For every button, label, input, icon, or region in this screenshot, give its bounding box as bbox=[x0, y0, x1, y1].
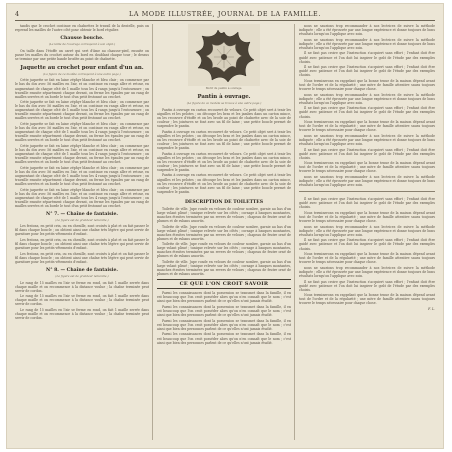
embroidery-motif-icon bbox=[188, 24, 260, 86]
column-divider bbox=[294, 24, 295, 440]
page-header bbox=[15, 8, 435, 20]
paragraph: nous ne saurions trop recommander à nos lectrices de suivre la méthode indiquée ; elle a été éprouvée par une longue expérience et donne toujours de bons résultats lorsqu'on l'applique avec soin. bbox=[299, 92, 435, 105]
paragraph: Il ne faut pas croire que l'instruction s'acquiert sans effort ; l'enfant doit être guidé avec patience et l'on doit lui inspirer le goût de l'étude par des exemples choisis. bbox=[299, 279, 435, 292]
section-rule bbox=[299, 191, 435, 194]
section-subtitle: (La figure est de grandeur naturelle.) bbox=[55, 274, 109, 278]
paragraph: Les festons, en petit crin, ou en chenille, sont croisés à plat et on fait passer le fil dans chaque boucle ; on obtient ainsi une chaîne très légère qui peut servir de garniture pour les petits vêtements d'enfant. bbox=[15, 251, 149, 264]
section-heading: Pantin à ouvrage. bbox=[197, 94, 251, 101]
paragraph: Toilette de ville. Jupe ronde en velours de couleur sombre, garnie au bas d'un large volant plissé ; tunique relevée sur les côtés ; corsage à basques montantes, manches étroites terminées par un revers de velours ; chapeau de feutre orné de plumes et de rubans assortis. bbox=[157, 242, 291, 259]
paragraph: Il ne faut pas croire que l'instruction s'acquiert sans effort ; l'enfant doit être guidé avec patience et l'on doit lui inspirer le goût de l'étude par des exemples choisis. bbox=[299, 106, 435, 119]
paragraph: nous ne saurions trop recommander à nos lectrices de suivre la méthode indiquée ; elle a été éprouvée par une longue expérience et donne toujours de bons résultats lorsqu'on l'applique avec soin. bbox=[299, 37, 435, 50]
paragraph: nous ne saurions trop recommander à nos lectrices de suivre la méthode indiquée ; elle a été éprouvée par une longue expérience et donne toujours de bons résultats lorsqu'on l'applique avec soin. bbox=[299, 175, 435, 188]
paragraph: On taille dans l'étoffe un carré qui sert d'âme au chausse-pied, ensuite on passe les mailles du crochet autour du bord en doublant chaque tour ; le dessus se termine par une petite bande brodée au point de chaînette. bbox=[15, 48, 149, 61]
paragraph: Il ne faut pas croire que l'instruction s'acquiert sans effort ; l'enfant doit être guidé avec patience et l'on doit lui inspirer le goût de l'étude par des exemples choisis. bbox=[299, 51, 435, 64]
paragraph: Cette jaquette se fait en laine zéphyr blanche et bleu clair ; on commence par le bas du dos avec 56 mailles en l'air, et on continue en rangs aller et retour, en augmentant de chaque côté de 1 maille tous les 4 rangs jusqu'à l'entournure ; on travaille ensuite séparément chaque devant, on ferme les épaules par un rang de mailles serrées et on borde le tout d'un petit festonné au crochet. bbox=[15, 187, 149, 208]
paragraph: Parmi les connaissances dont la possession se transmet dans la famille, il en est beaucoup que l'on croit posséder alors qu'on n'en connaît que le nom ; c'est ainsi que bien des personnes parlent de ce qu'elles n'ont jamais étudié. bbox=[157, 332, 291, 345]
paragraph: Parmi les connaissances dont la possession se transmet dans la famille, il en est beaucoup que l'on croit posséder alors qu'on n'en connaît que le nom ; c'est ainsi que bien des personnes parlent de ce qu'elles n'ont jamais étudié. bbox=[157, 304, 291, 318]
section-heading: Jaquette au crochet pour enfant d'un an. bbox=[20, 64, 144, 71]
right-column bbox=[299, 24, 435, 442]
section-subtitle: (La figure de ce modèle correspond à une autre page.) bbox=[43, 71, 121, 76]
paragraph: Il ne faut pas croire que l'instruction s'acquiert sans effort ; l'enfant doit être guidé avec patience et l'on doit lui inspirer le goût de l'étude par des exemples choisis. bbox=[299, 147, 435, 160]
section-subtitle: (La taille de l'ouvrage correspond à son objet.) bbox=[48, 42, 116, 47]
section-heading: DESCRIPTION DE TOILETTES bbox=[184, 199, 264, 205]
paragraph: Nous terminerons en rappelant que la bonne tenue de la maison dépend avant tout de l'ordre et de la régularité ; une mère de famille attentive saura toujours trouver le temps nécessaire pour chaque chose. bbox=[299, 78, 435, 92]
paragraph: Cette jaquette se fait en laine zéphyr blanche et bleu clair ; on commence par le bas du dos avec 56 mailles en l'air, et on continue en rangs aller et retour, en augmentant de chaque côté de 1 maille tous les 4 rangs jusqu'à l'entournure ; on travaille ensuite séparément chaque devant, on ferme les épaules par un rang de mailles serrées et on borde le tout d'un petit festonné au crochet. bbox=[15, 78, 149, 99]
section-heading: N° 8. — Chaîne de fantaisie. bbox=[46, 268, 118, 273]
paragraph: Le rang de 15 mailles en l'air se ferme en rond, on fait 1 maille serrée dans chaque maille et on recommence à la distance voulue ; la chaîne terminée peut servir de cordon. bbox=[15, 294, 149, 307]
paragraph: Parmi les connaissances dont la possession se transmet dans la famille, il en est beaucoup que l'on croit posséder alors qu'on n'en connaît que le nom ; c'est ainsi que bien des personnes parlent de ce qu'elles n'ont jamais étudié. bbox=[157, 318, 291, 331]
paragraph: Les festons, en petit crin, ou en chenille, sont croisés à plat et on fait passer le fil dans chaque boucle ; on obtient ainsi une chaîne très légère qui peut servir de garniture pour les petits vêtements d'enfant. bbox=[15, 224, 149, 237]
paragraph: Les festons, en petit crin, ou en chenille, sont croisés à plat et on fait passer le fil dans chaque boucle ; on obtient ainsi une chaîne très légère qui peut servir de garniture pour les petits vêtements d'enfant. bbox=[15, 238, 149, 251]
paragraph: Toilette de ville. Jupe ronde en velours de couleur sombre, garnie au bas d'un large volant plissé ; tunique relevée sur les côtés ; corsage à basques montantes, manches étroites terminées par un revers de velours ; chapeau de feutre orné de plumes et de rubans assortis. bbox=[157, 224, 291, 241]
section-heading: N° 7. — Chaîne de fantaisie. bbox=[46, 211, 118, 217]
paragraph: Nous terminerons en rappelant que la bonne tenue de la maison dépend avant tout de l'ordre et de la régularité ; une mère de famille attentive saura toujours trouver le temps nécessaire pour chaque chose. bbox=[299, 210, 435, 224]
paragraph: Pantin à ouvrage en carton recouvert de velours. Ce petit objet sert à tenir les aiguilles et les pelotes ; on découpe les bras et les jambes dans un carton mince, on les recouvre d'étoffe et on les brode au point de chaînette avec de la soie de couleur ; les jointures se font avec un fil de laine ; une petite boucle permet de suspendre le pantin. bbox=[157, 151, 291, 172]
paragraph: tandis que le crochet continue en chaînettes le travail de la dentelle, puis on reprend les mailles de l'autre côté pour obtenir le bord régulier. bbox=[15, 24, 149, 33]
author-signature: F. L. bbox=[428, 307, 435, 312]
paragraph: Parmi les connaissances dont la possession se transmet dans la famille, il en est beaucoup que l'on croit posséder alors qu'on n'en connaît que le nom ; c'est ainsi que bien des personnes parlent de ce qu'elles n'ont jamais étudié. bbox=[157, 291, 291, 304]
paragraph: Toilette de ville. Jupe ronde en velours de couleur sombre, garnie au bas d'un large volant plissé ; tunique relevée sur les côtés ; corsage à basques montantes, manches étroites terminées par un revers de velours ; chapeau de feutre orné de plumes et de rubans assortis. bbox=[157, 260, 291, 277]
paragraph: Nous terminerons en rappelant que la bonne tenue de la maison dépend avant tout de l'ordre et de la régularité ; une mère de famille attentive saura toujours trouver le temps nécessaire pour chaque chose. bbox=[299, 293, 435, 306]
section-subtitle: (La figure de ce modèle se trouve à une autre page.) bbox=[186, 101, 262, 106]
column-divider bbox=[152, 24, 153, 440]
embroidery-figure bbox=[188, 24, 260, 86]
journal-title: LA MODE ILLUSTRÉE, JOURNAL DE LA FAMILLE. bbox=[129, 10, 321, 18]
middle-column bbox=[157, 24, 291, 442]
section-subtitle: (La figure est de grandeur naturelle.) bbox=[55, 217, 109, 222]
paragraph: nous ne saurions trop recommander à nos lectrices de suivre la méthode indiquée ; elle a été éprouvée par une longue expérience et donne toujours de bons résultats lorsqu'on l'applique avec soin. bbox=[299, 265, 435, 278]
paragraph: Cette jaquette se fait en laine zéphyr blanche et bleu clair ; on commence par le bas du dos avec 56 mailles en l'air, et on continue en rangs aller et retour, en augmentant de chaque côté de 1 maille tous les 4 rangs jusqu'à l'entournure ; on travaille ensuite séparément chaque devant, on ferme les épaules par un rang de mailles serrées et on borde le tout d'un petit festonné au crochet. bbox=[15, 143, 149, 165]
figure-caption: Motif du pantin à ouvrage. bbox=[205, 86, 243, 90]
section-heading: Chausse bouche. bbox=[60, 36, 104, 42]
paragraph: Nous terminerons en rappelant que la bonne tenue de la maison dépend avant tout de l'ordre et de la régularité ; une mère de famille attentive saura toujours trouver le temps nécessaire pour chaque chose. bbox=[299, 252, 435, 265]
paragraph: Pantin à ouvrage en carton recouvert de velours. Ce petit objet sert à tenir les aiguilles et les pelotes ; on découpe les bras et les jambes dans un carton mince, on les recouvre d'étoffe et on les brode au point de chaînette avec de la soie de couleur ; les jointures se font avec un fil de laine ; une petite boucle permet de suspendre le pantin. bbox=[157, 173, 291, 194]
paragraph: Pantin à ouvrage en carton recouvert de velours. Ce petit objet sert à tenir les aiguilles et les pelotes ; on découpe les bras et les jambes dans un carton mince, on les recouvre d'étoffe et on les brode au point de chaînette avec de la soie de couleur ; les jointures se font avec un fil de laine ; une petite boucle permet de suspendre le pantin. bbox=[157, 108, 291, 129]
newspaper-page bbox=[6, 3, 444, 449]
paragraph: Il ne faut pas croire que l'instruction s'acquiert sans effort ; l'enfant doit être guidé avec patience et l'on doit lui inspirer le goût de l'étude par des exemples choisis. bbox=[299, 197, 435, 210]
page-number: 4 bbox=[15, 10, 20, 18]
paragraph: Cette jaquette se fait en laine zéphyr blanche et bleu clair ; on commence par le bas du dos avec 56 mailles en l'air, et on continue en rangs aller et retour, en augmentant de chaque côté de 1 maille tous les 4 rangs jusqu'à l'entournure ; on travaille ensuite séparément chaque devant, on ferme les épaules par un rang de mailles serrées et on borde le tout d'un petit festonné au crochet. bbox=[15, 165, 149, 186]
header-rule bbox=[15, 20, 435, 21]
paragraph: Nous terminerons en rappelant que la bonne tenue de la maison dépend avant tout de l'ordre et de la régularité ; une mère de famille attentive saura toujours trouver le temps nécessaire pour chaque chose. bbox=[299, 161, 435, 174]
paragraph: Nous terminerons en rappelant que la bonne tenue de la maison dépend avant tout de l'ordre et de la régularité ; une mère de famille attentive saura toujours trouver le temps nécessaire pour chaque chose. bbox=[299, 120, 435, 133]
paragraph: nous ne saurions trop recommander à nos lectrices de suivre la méthode indiquée ; elle a été éprouvée par une longue expérience et donne toujours de bons résultats lorsqu'on l'applique avec soin. bbox=[299, 133, 435, 146]
paragraph: Il ne faut pas croire que l'instruction s'acquiert sans effort ; l'enfant doit être guidé avec patience et l'on doit lui inspirer le goût de l'étude par des exemples choisis. bbox=[299, 238, 435, 251]
paragraph: Toilette de ville. Jupe ronde en velours de couleur sombre, garnie au bas d'un large volant plissé ; tunique relevée sur les côtés ; corsage à basques montantes, manches étroites terminées par un revers de velours ; chapeau de feutre orné de plumes et de rubans assortis. bbox=[157, 206, 291, 223]
paragraph: nous ne saurions trop recommander à nos lectrices de suivre la méthode indiquée ; elle a été éprouvée par une longue expérience et donne toujours de bons résultats lorsqu'on l'applique avec soin. bbox=[299, 24, 435, 37]
paragraph: Cette jaquette se fait en laine zéphyr blanche et bleu clair ; on commence par le bas du dos avec 56 mailles en l'air, et on continue en rangs aller et retour, en augmentant de chaque côté de 1 maille tous les 4 rangs jusqu'à l'entournure ; on travaille ensuite séparément chaque devant, on ferme les épaules par un rang de mailles serrées et on borde le tout d'un petit festonné au crochet. bbox=[15, 122, 149, 143]
paragraph: nous ne saurions trop recommander à nos lectrices de suivre la méthode indiquée ; elle a été éprouvée par une longue expérience et donne toujours de bons résultats lorsqu'on l'applique avec soin. bbox=[299, 224, 435, 237]
section-heading: CE QUE L'ON CROIT SAVOIR bbox=[157, 279, 291, 289]
paragraph: Le rang de 15 mailles en l'air se ferme en rond, on fait 1 maille serrée dans chaque maille et on recommence à la distance voulue ; la chaîne terminée peut servir de cordon. bbox=[15, 308, 149, 321]
paragraph: Le rang de 15 mailles en l'air se ferme en rond, on fait 1 maille serrée dans chaque maille et on recommence à la distance voulue ; la chaîne terminée peut servir de cordon. bbox=[15, 280, 149, 293]
left-column bbox=[15, 24, 149, 442]
paragraph: Il ne faut pas croire que l'instruction s'acquiert sans effort ; l'enfant doit être guidé avec patience et l'on doit lui inspirer le goût de l'étude par des exemples choisis. bbox=[299, 65, 435, 78]
paragraph: Pantin à ouvrage en carton recouvert de velours. Ce petit objet sert à tenir les aiguilles et les pelotes ; on découpe les bras et les jambes dans un carton mince, on les recouvre d'étoffe et on les brode au point de chaînette avec de la soie de couleur ; les jointures se font avec un fil de laine ; une petite boucle permet de suspendre le pantin. bbox=[157, 129, 291, 151]
paragraph: Cette jaquette se fait en laine zéphyr blanche et bleu clair ; on commence par le bas du dos avec 56 mailles en l'air, et on continue en rangs aller et retour, en augmentant de chaque côté de 1 maille tous les 4 rangs jusqu'à l'entournure ; on travaille ensuite séparément chaque devant, on ferme les épaules par un rang de mailles serrées et on borde le tout d'un petit festonné au crochet. bbox=[15, 100, 149, 121]
